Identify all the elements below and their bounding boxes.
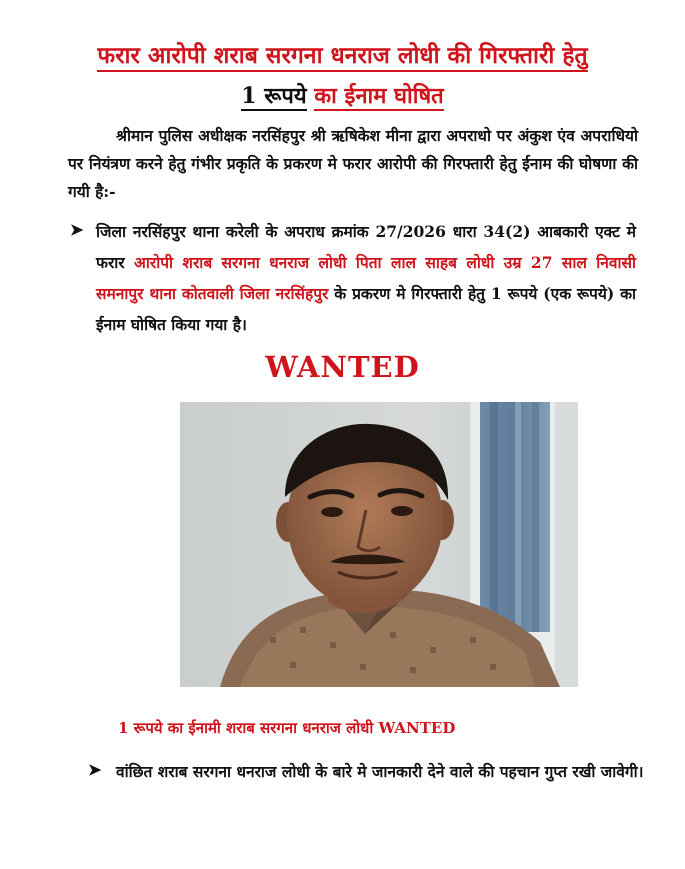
accused-details: आरोपी शराब सरगना धनराज लोधी पिता लाल साहब लोधी उम्र 27 साल निवासी समनापुर थाना कोतवाली जिला नरसिंहपुर xyxy=(96,253,636,303)
arrow-bullet-icon: ➤ xyxy=(70,220,84,239)
reward-announced: का ईनाम घोषित xyxy=(314,83,444,109)
photo-caption: 1 रूपये का ईनामी शराब सरगना धनराज लोधी WANTED xyxy=(118,719,456,737)
reward-amount: 1 रूपये xyxy=(241,83,307,109)
wanted-heading: WANTED xyxy=(265,350,420,384)
accused-photo xyxy=(180,402,578,687)
reward-details: के प्रकरण मे गिरफ्तारी हेतु 1 रूपये (एक रूपये) का ईनाम घोषित किया गया है। xyxy=(96,284,636,334)
reward-heading xyxy=(0,80,685,110)
notice-title: फरार आरोपी शराब सरगना धनराज लोधी की गिरफ्तारी हेतु xyxy=(0,38,685,70)
case-details-text: जिला नरसिंहपुर थाना करेली के अपराध क्रमांक 27/2026 धारा 34(2) आबकारी एक्ट मे फरार xyxy=(96,222,636,272)
intro-paragraph: श्रीमान पुलिस अधीक्षक नरसिंहपुर श्री ऋषिकेश मीना द्वारा अपराधो पर अंकुश एंव अपराधियो पर नियंत्रण करने हेतु गंभीर प्रकृति के प्रकरण मे फरार आरोपी की गिरफ्तारी हेतु ईनाम की घोषणा की गयी है:- xyxy=(68,126,638,201)
arrow-bullet-icon-2: ➤ xyxy=(88,760,102,779)
informant-privacy-note: वांछित शराब सरगना धनराज लोधी के बारे मे जानकारी देने वाले की पहचान गुप्त रखी जावेगी। xyxy=(116,762,644,781)
case-details-paragraph xyxy=(96,216,636,340)
